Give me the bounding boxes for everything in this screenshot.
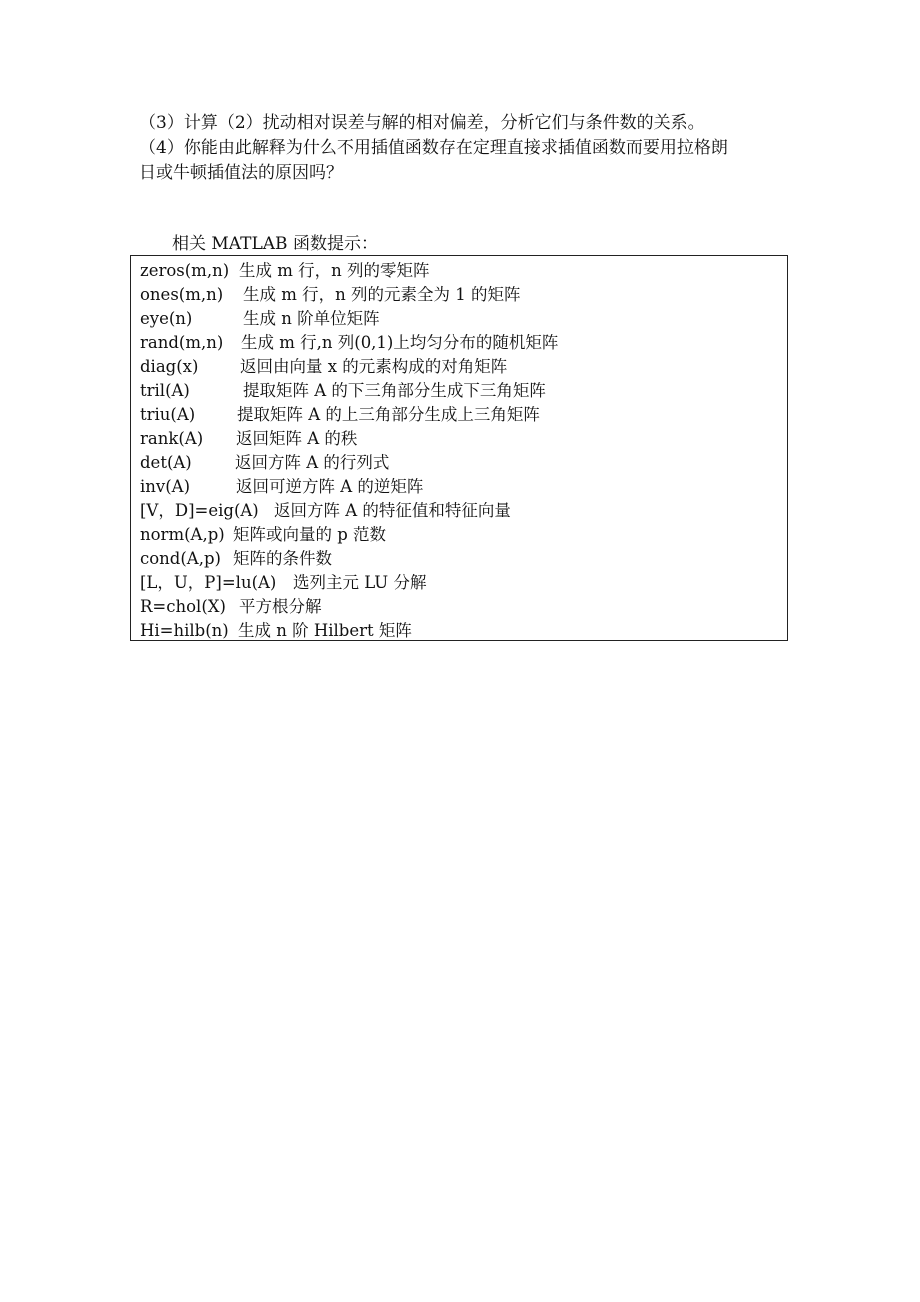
function-name: rand(m,n) (140, 333, 224, 352)
matlab-function-table (130, 255, 788, 641)
function-row (131, 307, 787, 331)
function-name: norm(A,p) (140, 525, 225, 544)
function-row (131, 595, 787, 619)
function-name: ones(m,n) (140, 285, 224, 304)
function-row (131, 451, 787, 475)
function-description: 平方根分解 (239, 597, 322, 616)
function-row (131, 571, 787, 595)
function-description: 生成 m 行，n 列的零矩阵 (239, 261, 430, 280)
function-description: 返回可逆方阵 A 的逆矩阵 (236, 477, 424, 496)
function-description: 矩阵的条件数 (233, 549, 332, 568)
matlab-hint-title: 相关 MATLAB 函数提示： (172, 234, 378, 254)
function-name: det(A) (140, 453, 192, 472)
function-description: 生成 m 行,n 列(0,1)上均匀分布的随机矩阵 (241, 333, 559, 352)
function-name: rank(A) (140, 429, 204, 448)
function-row (131, 331, 787, 355)
function-description: 生成 m 行，n 列的元素全为 1 的矩阵 (243, 285, 521, 304)
function-row (131, 355, 787, 379)
function-description: 生成 n 阶 Hilbert 矩阵 (238, 621, 412, 640)
function-description: 返回由向量 x 的元素构成的对角矩阵 (240, 357, 508, 376)
question-4: （4）你能由此解释为什么不用插值函数存在定理直接求插值函数而要用拉格朗 (139, 138, 728, 158)
function-row (131, 403, 787, 427)
function-description: 返回方阵 A 的特征值和特征向量 (274, 501, 511, 520)
function-name: inv(A) (140, 477, 191, 496)
function-name: R=chol(X) (140, 597, 226, 616)
function-row (131, 475, 787, 499)
question-4-continued: 日或牛顿插值法的原因吗？ (139, 163, 343, 183)
function-description: 生成 n 阶单位矩阵 (243, 309, 380, 328)
question-3: （3）计算（2）扰动相对误差与解的相对偏差，分析它们与条件数的关系。 (139, 113, 705, 133)
function-name: Hi=hilb(n) (140, 621, 229, 640)
function-description: 返回方阵 A 的行列式 (235, 453, 390, 472)
function-name: eye(n) (140, 309, 193, 328)
function-row (131, 427, 787, 451)
function-name: [V，D]=eig(A) (140, 501, 259, 520)
function-row (131, 379, 787, 403)
function-name: tril(A) (140, 381, 190, 400)
function-name: cond(A,p) (140, 549, 221, 568)
function-name: zeros(m,n) (140, 261, 230, 280)
function-row (131, 283, 787, 307)
function-name: triu(A) (140, 405, 196, 424)
function-name: [L，U，P]=lu(A) (140, 573, 277, 592)
function-description: 返回矩阵 A 的秩 (236, 429, 358, 448)
function-name: diag(x) (140, 357, 199, 376)
function-description: 选列主元 LU 分解 (293, 573, 427, 592)
function-description: 提取矩阵 A 的下三角部分生成下三角矩阵 (243, 381, 546, 400)
function-row (131, 259, 787, 283)
function-row (131, 523, 787, 547)
function-row (131, 619, 787, 643)
function-row (131, 499, 787, 523)
function-row (131, 547, 787, 571)
function-description: 提取矩阵 A 的上三角部分生成上三角矩阵 (237, 405, 540, 424)
function-description: 矩阵或向量的 p 范数 (233, 525, 387, 544)
